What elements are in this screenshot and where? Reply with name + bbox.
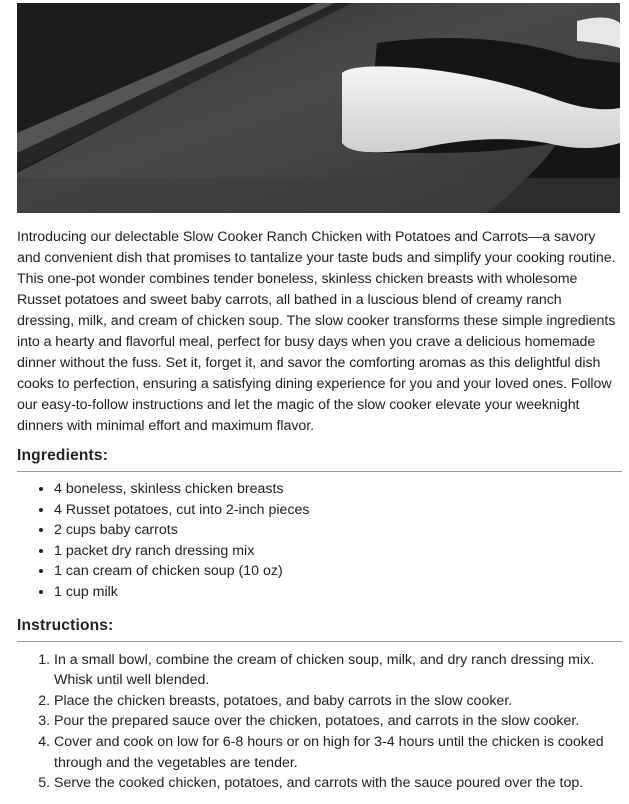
- ingredients-divider: [17, 471, 622, 472]
- ingredients-list: [17, 479, 622, 603]
- ingredients-heading: Ingredients:: [17, 447, 109, 464]
- list-item: • 1 can cream of chicken soup (10 oz): [54, 561, 622, 582]
- step-item: 4. Cover and cook on low for 6-8 hours or on high for 3-4 hours until the chicken is cooked through and the vegetables are tender.: [54, 732, 622, 773]
- instructions-heading: Instructions:: [17, 616, 114, 634]
- step-item: 3. Pour the prepared sauce over the chicken, potatoes, and carrots in the slow cooker.: [54, 711, 622, 732]
- instructions-divider: [17, 641, 622, 642]
- step-item: 1. In a small bowl, combine the cream of chicken soup, milk, and dry ranch dressing mix. Whisk until well blended.: [54, 650, 622, 691]
- list-item: • 1 cup milk: [54, 582, 622, 603]
- article-body: [17, 227, 622, 794]
- step-item: 5. Serve the cooked chicken, potatoes, and carrots with the sauce poured over the top.: [54, 773, 622, 794]
- list-item: • 1 packet dry ranch dressing mix: [54, 541, 622, 562]
- step-item: 2. Place the chicken breasts, potatoes, and baby carrots in the slow cooker.: [54, 691, 622, 712]
- list-item: • 4 boneless, skinless chicken breasts: [54, 479, 622, 500]
- list-item: • 2 cups baby carrots: [54, 520, 622, 541]
- intro-paragraph: Introducing our delectable Slow Cooker Ranch Chicken with Potatoes and Carrots—a savory and convenient dish that promises to tantalize your taste buds and simplify your cooking routine. This one-pot wonder combines tender boneless, skinless chicken breasts with wholesome Russet potatoes and sweet baby carrots, all bathed in a luscious blend of creamy ranch dressing, milk, and cream of chicken soup. The slow cooker transforms these simple ingredients into a hearty and flavorful meal, perfect for busy days when you crave a delicious homemade dinner without the fuss. Set it, forget it, and savor the comforting aromas as this delightful dish cooks to perfection, ensuring a satisfying dining experience for you and your loved ones. Follow our easy-to-follow instructions and let the magic of the slow cooker elevate your weeknight dinners with minimal effort and maximum flavor.: [17, 229, 616, 434]
- instructions-list: [17, 650, 622, 794]
- list-item: • 4 Russet potatoes, cut into 2-inch pieces: [54, 500, 622, 521]
- hero-photo: [17, 3, 620, 213]
